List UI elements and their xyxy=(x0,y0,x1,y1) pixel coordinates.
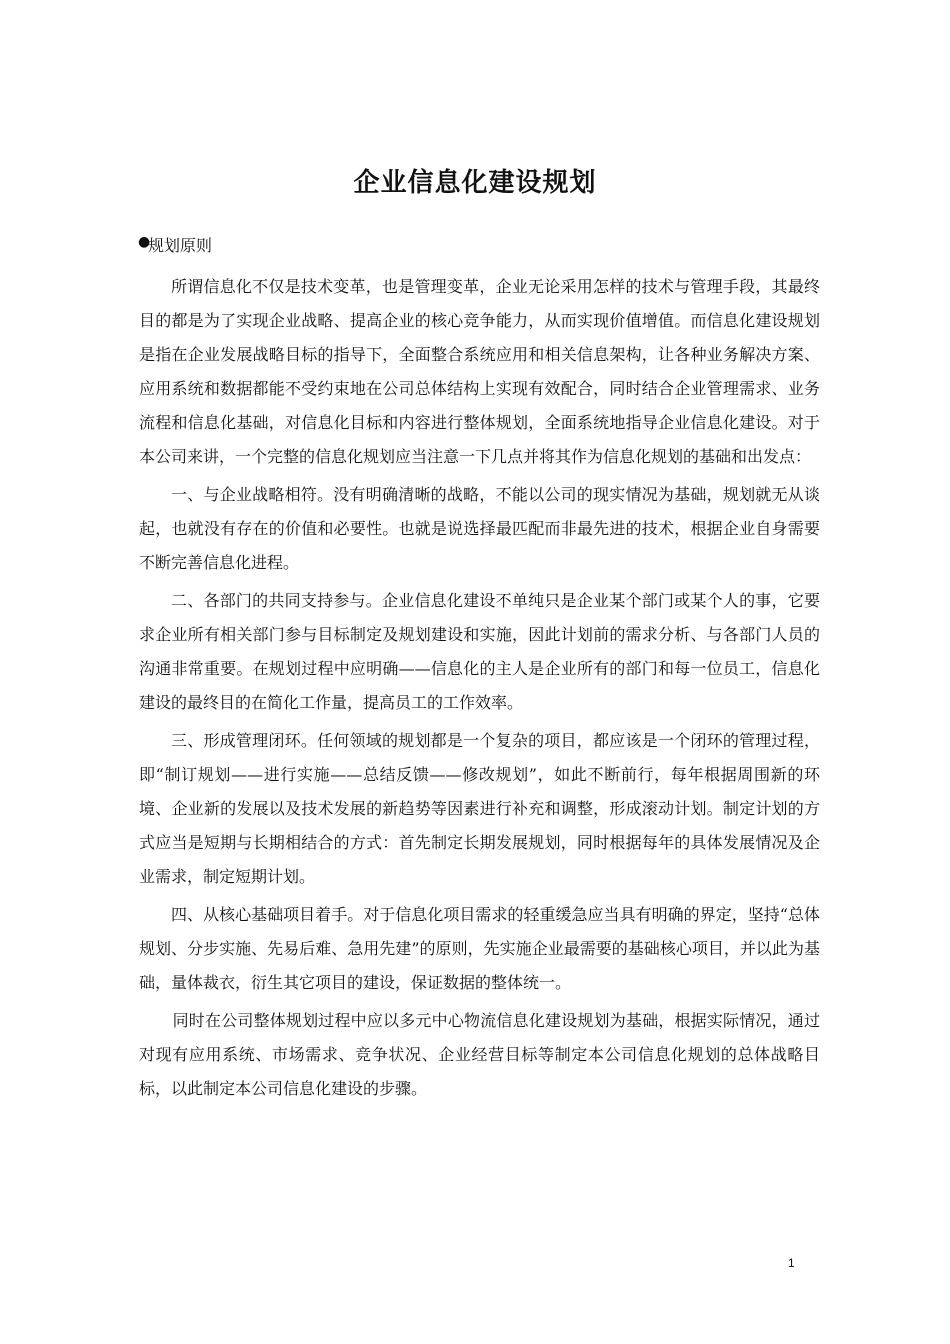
bullet-icon: ● xyxy=(138,234,151,250)
paragraph-principle-2: 二、各部门的共同支持参与。企业信息化建设不单纯只是企业某个部门或某个人的事，它要求企业所有相关部门参与目标制定及规划建设和实施，因此计划前的需求分析、与各部门人员的沟通非常重要。在规划过程中应明确——信息化的主人是企业所有的部门和每一位员工，信息化建设的最终目的在简化工作量，提高员工的工作效率。 xyxy=(139,591,820,712)
section-heading-text: 规划原则 xyxy=(148,236,213,255)
paragraph-principle-3: 三、形成管理闭环。任何领域的规划都是一个复杂的项目，都应该是一个闭环的管理过程，即“制订规划——进行实施——总结反馈——修改规划”，如此不断前行，每年根据周围新的环境、企业新的发展以及技术发展的新趋势等因素进行补充和调整，形成滚动计划。制定计划的方式应当是短期与长期相结合的方式：首先制定长期发展规划，同时根据每年的具体发展情况及企业需求，制定短期计划。 xyxy=(139,731,820,886)
section-heading xyxy=(138,232,213,260)
paragraph-principle-4: 四、从核心基础项目着手。对于信息化项目需求的轻重缓急应当具有明确的界定，坚持“总体规划、分步实施、先易后难、急用先建”的原则，先实施企业最需要的基础核心项目，并以此为基础，量体裁衣，衍生其它项目的建设，保证数据的整体统一。 xyxy=(139,905,820,992)
paragraph-conclusion: 同时在公司整体规划过程中应以多元中心物流信息化建设规划为基础，根据实际情况，通过对现有应用系统、市场需求、竞争状况、企业经营目标等制定本公司信息化规划的总体战略目标，以此制定本公司信息化建设的步骤。 xyxy=(139,1011,820,1098)
page-number: 1 xyxy=(788,1256,795,1270)
paragraph-principle-1: 一、与企业战略相符。没有明确清晰的战略，不能以公司的现实情况为基础，规划就无从谈起，也就没有存在的价值和必要性。也就是说选择最匹配而非最先进的技术，根据企业自身需要不断完善信息化进程。 xyxy=(139,485,820,572)
document-body xyxy=(139,270,820,1110)
paragraph-intro: 所谓信息化不仅是技术变革，也是管理变革，企业无论采用怎样的技术与管理手段，其最终目的都是为了实现企业战略、提高企业的核心竞争能力，从而实现价值增值。而信息化建设规划是指在企业发展战略目标的指导下，全面整合系统应用和相关信息架构，让各种业务解决方案、应用系统和数据都能不受约束地在公司总体结构上实现有效配合，同时结合企业管理需求、业务流程和信息化基础，对信息化目标和内容进行整体规划，全面系统地指导企业信息化建设。对于本公司来讲，一个完整的信息化规划应当注意一下几点并将其作为信息化规划的基础和出发点： xyxy=(139,277,820,466)
document-title: 企业信息化建设规划 xyxy=(353,168,597,198)
